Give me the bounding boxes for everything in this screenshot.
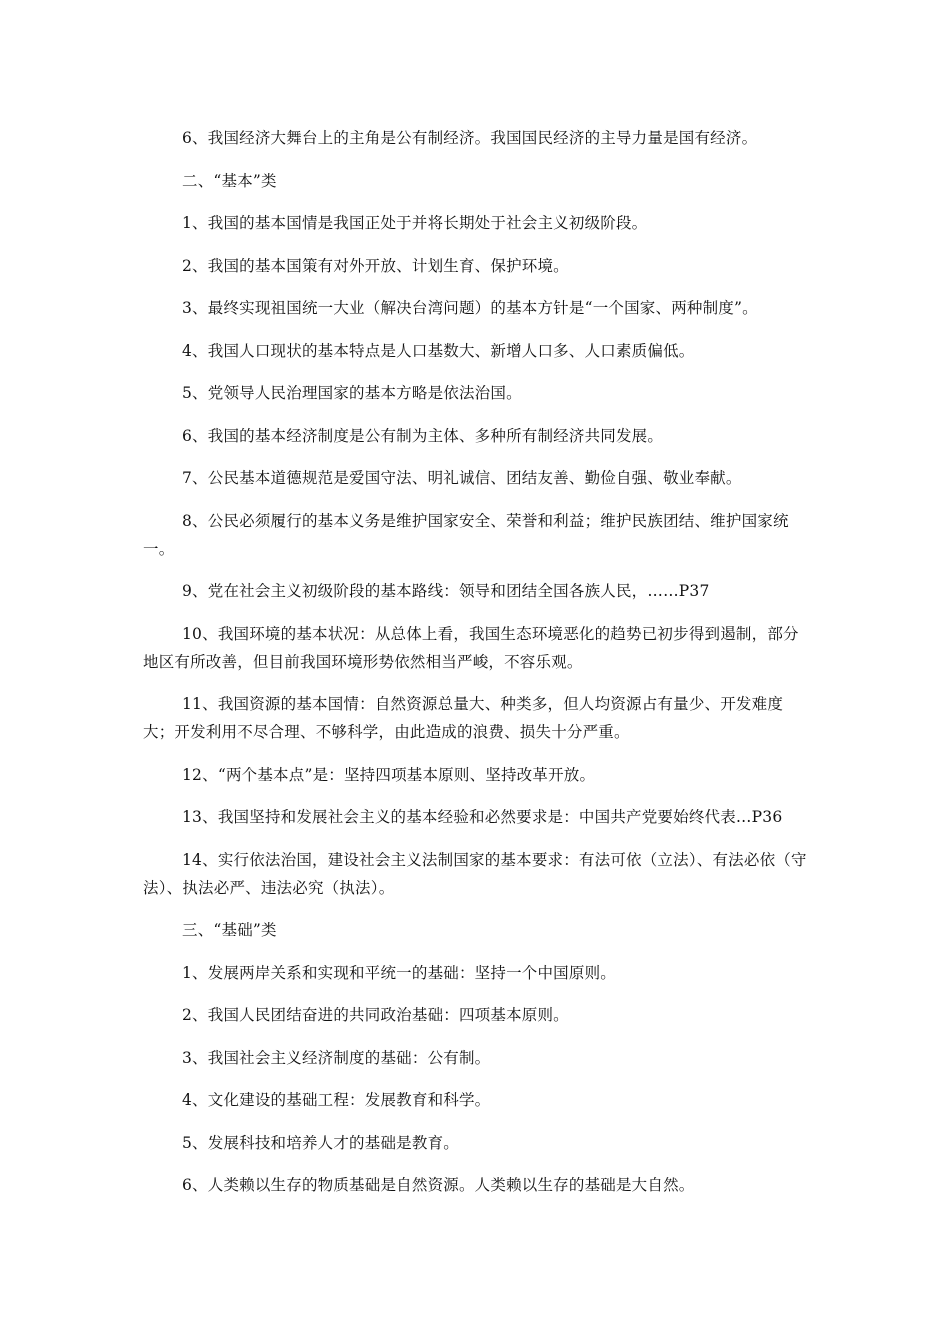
paragraph-basic-3: 3、最终实现祖国统一大业（解决台湾问题）的基本方针是“一个国家、两种制度”。: [182, 299, 758, 317]
paragraph-basic-14: 14、实行依法治国，建设社会主义法制国家的基本要求：有法可依（立法）、有法必依（守法）、执法必严、违法必究（执法）。: [143, 850, 807, 897]
paragraph-basic-2: 2、我国的基本国策有对外开放、计划生育、保护环境。: [182, 256, 569, 275]
paragraph-basic-9: 9、党在社会主义初级阶段的基本路线：领导和团结全国各族人民，……P37: [182, 582, 710, 600]
paragraph-basic-4: 4、我国人口现状的基本特点是人口基数大、新增人口多、人口素质偏低。: [182, 341, 695, 360]
paragraph-basic-6: 6、我国的基本经济制度是公有制为主体、多种所有制经济共同发展。: [182, 426, 664, 445]
paragraph-basic-1: 1、我国的基本国情是我国正处于并将长期处于社会主义初级阶段。: [182, 214, 648, 232]
paragraph-item-6-public-economy: 6、我国经济大舞台上的主角是公有制经济。我国国民经济的主导力量是国有经济。: [182, 129, 758, 147]
paragraph-foundation-2: 2、我国人民团结奋进的共同政治基础：四项基本原则。: [182, 1006, 569, 1024]
paragraph-basic-7: 7、公民基本道德规范是爱国守法、明礼诚信、团结友善、勤俭自强、敬业奉献。: [182, 469, 742, 487]
paragraph-foundation-5: 5、发展科技和培养人才的基础是教育。: [182, 1133, 459, 1152]
section-heading-basic: 二、“基本”类: [182, 171, 277, 190]
paragraph-basic-8: 8、公民必须履行的基本义务是维护国家安全、荣誉和利益；维护民族团结、维护国家统一。: [143, 511, 789, 558]
paragraph-foundation-1: 1、发展两岸关系和实现和平统一的基础：坚持一个中国原则。: [182, 963, 616, 982]
paragraph-basic-10: 10、我国环境的基本状况：从总体上看，我国生态环境恶化的趋势已初步得到遏制，部分地区有所改善，但目前我国环境形势依然相当严峻，不容乐观。: [143, 624, 799, 671]
paragraph-basic-13: 13、我国坚持和发展社会主义的基本经验和必然要求是：中国共产党要始终代表…P36: [182, 808, 783, 826]
paragraph-foundation-4: 4、文化建设的基础工程：发展教育和科学。: [182, 1091, 491, 1109]
section-heading-foundation: 三、“基础”类: [182, 921, 277, 939]
paragraph-basic-5: 5、党领导人民治理国家的基本方略是依法治国。: [182, 384, 522, 402]
paragraph-foundation-6: 6、人类赖以生存的物质基础是自然资源。人类赖以生存的基础是大自然。: [182, 1176, 695, 1194]
paragraph-basic-11: 11、我国资源的基本国情：自然资源总量大、种类多，但人均资源占有量少、开发难度大；开发利用不尽合理、不够科学，由此造成的浪费、损失十分严重。: [143, 695, 784, 741]
paragraph-foundation-3: 3、我国社会主义经济制度的基础：公有制。: [182, 1048, 491, 1067]
paragraph-basic-12: 12、“两个基本点”是：坚持四项基本原则、坚持改革开放。: [182, 765, 596, 784]
document-body: [143, 124, 811, 1214]
